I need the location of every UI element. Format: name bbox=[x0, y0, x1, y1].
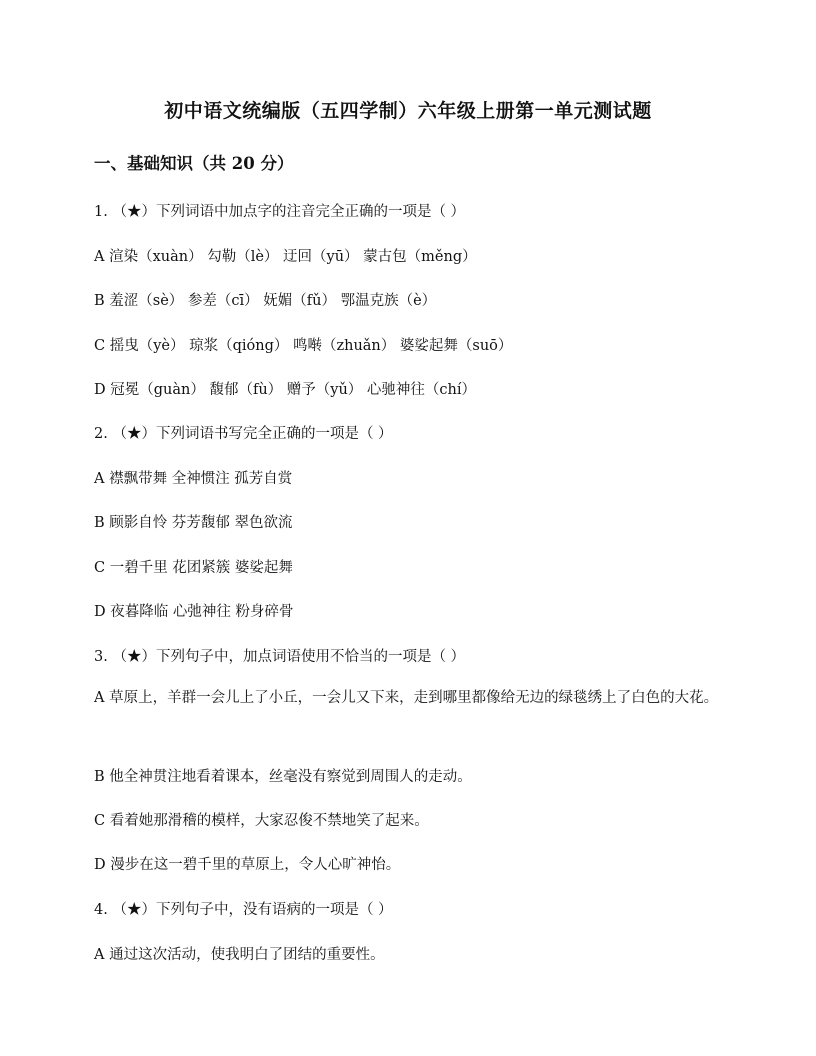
question-2-option-b: B 顾影自怜 芬芳馥郁 翠色欲流 bbox=[94, 515, 293, 531]
page-title: 初中语文统编版（五四学制）六年级上册第一单元测试题 bbox=[164, 100, 652, 122]
question-4-stem: 4. （★）下列句子中，没有语病的一项是（ ） bbox=[94, 902, 393, 918]
question-2-option-d: D 夜暮降临 心弛神往 粉身碎骨 bbox=[94, 604, 294, 620]
question-3-stem: 3. （★）下列句子中，加点词语使用不恰当的一项是（ ） bbox=[94, 649, 466, 665]
section-heading: 一、基础知识（共 20 分） bbox=[94, 154, 294, 173]
question-1-option-a: A 渲染（xuàn） 勾勒（lè） 迂回（yū） 蒙古包（měng） bbox=[94, 249, 477, 265]
question-1-option-c: C 摇曳（yè） 琼浆（qióng） 鸣啭（zhuǎn） 婆娑起舞（suō） bbox=[94, 338, 513, 354]
question-3-option-c: C 看着她那滑稽的模样，大家忍俊不禁地笑了起来。 bbox=[94, 813, 429, 829]
question-2-option-c: C 一碧千里 花团紧簇 婆娑起舞 bbox=[94, 560, 293, 576]
question-1-option-d: D 冠冕（guàn） 馥郁（fù） 赠予（yǔ） 心驰神往（chí） bbox=[94, 382, 476, 398]
question-2-option-a: A 襟飘带舞 全神惯注 孤芳自赏 bbox=[94, 471, 293, 487]
question-2-stem: 2. （★）下列词语书写完全正确的一项是（ ） bbox=[94, 426, 393, 442]
question-1-option-b: B 羞涩（sè） 参差（cī） 妩媚（fǔ） 鄂温克族（è） bbox=[94, 293, 437, 309]
question-3-option-b: B 他全神贯注地看着课本，丝毫没有察觉到周围人的走动。 bbox=[94, 769, 472, 785]
question-1-stem: 1. （★）下列词语中加点字的注音完全正确的一项是（ ） bbox=[94, 204, 466, 220]
question-3-option-d: D 漫步在这一碧千里的草原上，令人心旷神怡。 bbox=[94, 857, 401, 873]
question-4-option-a: A 通过这次活动，使我明白了团结的重要性。 bbox=[94, 947, 385, 963]
question-3-option-a: A 草原上，羊群一会儿上了小丘，一会儿又下来，走到哪里都像给无边的绿毯绣上了白色的大花。 bbox=[94, 690, 719, 706]
